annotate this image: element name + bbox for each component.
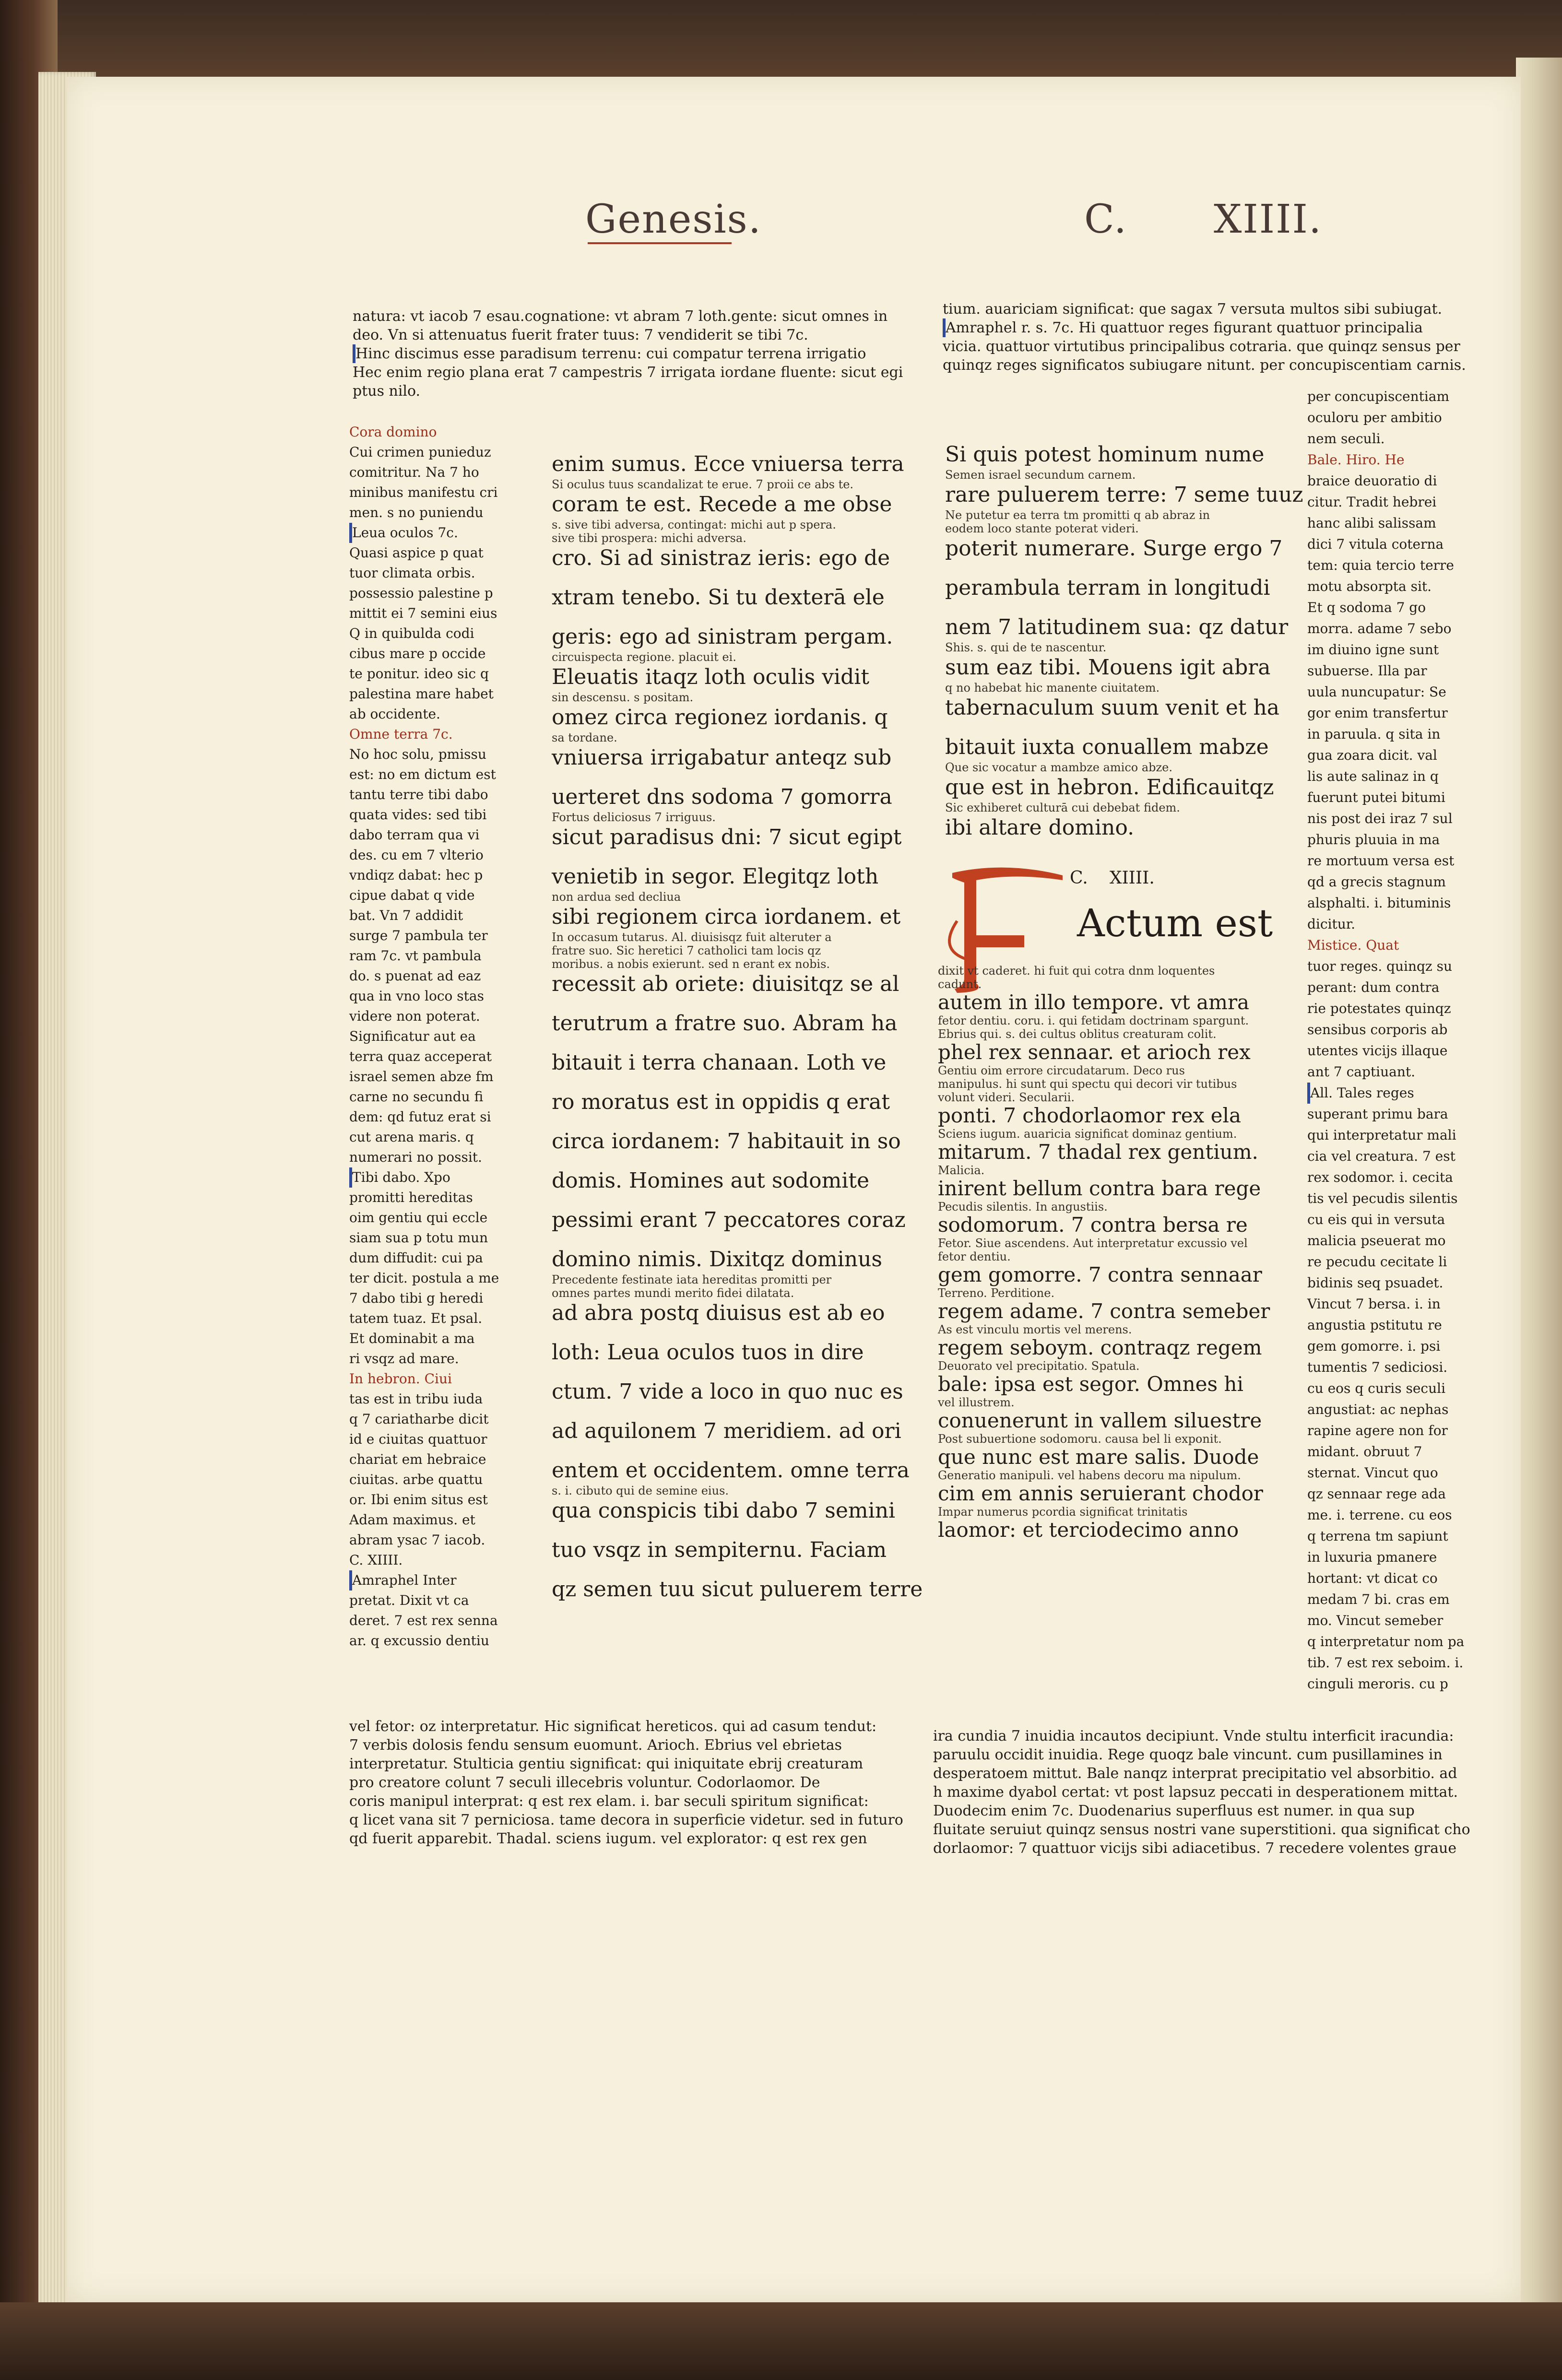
gloss-line: ar. q excussio dentiu bbox=[349, 1633, 489, 1649]
gloss-line: numerari no possit. bbox=[349, 1149, 482, 1165]
gloss-line: subuerse. Illa par bbox=[1307, 663, 1427, 679]
gloss-line: or. Ibi enim situs est bbox=[349, 1492, 488, 1508]
gloss-line: desperatoem mittut. Bale nanqz interprat precipitatio vel absorbitio. ad bbox=[933, 1765, 1457, 1782]
text-line: qua conspicis tibi dabo 7 semini bbox=[552, 1498, 896, 1523]
interlinear-gloss: fetor dentiu. coru. i. qui fetidam doctrinam spargunt. Ebrius qui. s. dei cultus oblitus creaturam colit. bbox=[938, 1014, 1249, 1041]
gloss-line: rex sodomor. i. cecita bbox=[1307, 1169, 1453, 1185]
gloss-line: Hinc discimus esse paradisum terrenu: cui compatur terrena irrigatio bbox=[353, 344, 861, 363]
gloss-line: tas est in tribu iuda bbox=[349, 1391, 483, 1407]
gloss-line: dici 7 vitula coterna bbox=[1307, 536, 1444, 552]
gloss-line: mo. Vincut semeber bbox=[1307, 1613, 1444, 1628]
gloss-line: h maxime dyabol certat: vt post lapsuz peccati in desperationem mittat. bbox=[933, 1784, 1458, 1801]
interlinear-gloss: Terreno. Perditione. bbox=[938, 1286, 1055, 1300]
gloss-line: videre non poterat. bbox=[349, 1008, 480, 1024]
gloss-line: ab occidente. bbox=[349, 706, 440, 722]
text-line: ponti. 7 chodorlaomor rex ela bbox=[938, 1104, 1242, 1127]
gloss-line: Hec enim regio plana erat 7 campestris 7 irrigata iordane fluente: sicut egi bbox=[353, 364, 903, 381]
interlinear-gloss: Shis. s. qui de te nascentur. bbox=[945, 641, 1107, 654]
gloss-line: gor enim transfertur bbox=[1307, 705, 1448, 721]
gloss-line: midant. obruut 7 bbox=[1307, 1444, 1422, 1460]
gloss-line: men. s no puniendu bbox=[349, 505, 484, 520]
gloss-line: deo. Vn si attenuatus fuerit frater tuus: 7 vendiderit se tibi 7c. bbox=[353, 327, 808, 343]
text-line: sibi regionem circa iordanem. et bbox=[552, 905, 901, 929]
gloss-line: re pecudu cecitate li bbox=[1307, 1254, 1447, 1270]
interlinear-gloss: Sciens iugum. auaricia significat dominaz gentium. bbox=[938, 1127, 1237, 1141]
gloss-line: cia vel creatura. 7 est bbox=[1307, 1148, 1456, 1164]
gloss-line: quata vides: sed tibi bbox=[349, 807, 487, 823]
text-line: enim sumus. Ecce vniuersa terra bbox=[552, 452, 904, 476]
gloss-line: vel fetor: oz interpretatur. Hic significat hereticos. qui ad casum tendut: bbox=[349, 1718, 877, 1735]
gloss-line: tium. auariciam significat: que sagax 7 versuta multos sibi subiugat. bbox=[943, 301, 1443, 318]
gloss-line: cibus mare p occide bbox=[349, 646, 486, 661]
gloss-line: q 7 cariatharbe dicit bbox=[349, 1411, 489, 1427]
book-bottom-edge bbox=[0, 2302, 1562, 2380]
text-line: laomor: et terciodecimo anno bbox=[938, 1518, 1239, 1542]
gloss-line: ram 7c. vt pambula bbox=[349, 948, 482, 964]
gloss-line: in paruula. q sita in bbox=[1307, 726, 1441, 742]
gloss-line: vicia. quattuor virtutibus principalibus cotraria. que quinqz sensus per bbox=[943, 338, 1460, 355]
gloss-line: nem seculi. bbox=[1307, 431, 1385, 447]
gloss-line: carne no secundu fi bbox=[349, 1089, 484, 1105]
interlinear-gloss: Post subuertione sodomoru. causa bel li exponit. bbox=[938, 1432, 1222, 1446]
gloss-line: per concupiscentiam bbox=[1307, 389, 1450, 404]
interlinear-gloss: q no habebat hic manente ciuitatem. bbox=[945, 681, 1160, 695]
text-line: uerteret dns sodoma 7 gomorra bbox=[552, 785, 892, 809]
gloss-line: do. s puenat ad eaz bbox=[349, 968, 481, 984]
gloss-line: cut arena maris. q bbox=[349, 1129, 474, 1145]
gloss-line: tuor reges. quinqz su bbox=[1307, 958, 1452, 974]
text-line: omez circa regionez iordanis. q bbox=[552, 705, 888, 730]
interlinear-gloss: Deuorato vel precipitatio. Spatula. bbox=[938, 1359, 1140, 1373]
left-margin-gloss bbox=[349, 422, 510, 1651]
gloss-line: qui interpretatur mali bbox=[1307, 1127, 1456, 1143]
gloss-line: oim gentiu qui eccle bbox=[349, 1210, 488, 1225]
gloss-line: Amraphel r. s. 7c. Hi quattuor reges figurant quattuor principalia bbox=[943, 318, 1451, 337]
gloss-line: tumentis 7 sediciosi. bbox=[1307, 1359, 1448, 1375]
gloss-line: rapine agere non for bbox=[1307, 1423, 1448, 1438]
text-line: autem in illo tempore. vt amra bbox=[938, 990, 1250, 1014]
gloss-line: citur. Tradit hebrei bbox=[1307, 494, 1437, 510]
gloss-line: Quasi aspice p quat bbox=[349, 545, 484, 561]
interlinear-gloss: Malicia. bbox=[938, 1164, 985, 1177]
gloss-line: te ponitur. ideo sic q bbox=[349, 666, 489, 682]
text-line: nem 7 latitudinem sua: qz datur bbox=[945, 615, 1289, 639]
interlinear-gloss: s. sive tibi adversa, contingat: michi aut p spera. sive tibi prospera: michi adversa. bbox=[552, 518, 836, 545]
gloss-line: interpretatur. Stulticia gentiu significat: qui iniquitate ebrij creaturam bbox=[349, 1756, 864, 1772]
gloss-line: Tibi dabo. Xpo bbox=[349, 1167, 510, 1188]
left-text-block bbox=[552, 451, 923, 1615]
running-title-book: Genesis. bbox=[585, 197, 762, 242]
text-line: cro. Si ad sinistraz ieris: ego de bbox=[552, 546, 890, 570]
gloss-line: cu eos q curis seculi bbox=[1307, 1380, 1446, 1396]
gloss-line: pro creatore colunt 7 seculi illecebris voluntur. Codorlaomor. De bbox=[349, 1774, 820, 1791]
gloss-line: sensibus corporis ab bbox=[1307, 1022, 1448, 1037]
gloss-line: palestina mare habet bbox=[349, 686, 494, 702]
gloss-line: me. i. terrene. cu eos bbox=[1307, 1507, 1452, 1523]
running-title-chapter-numeral: XIIII. bbox=[1214, 197, 1323, 242]
text-line: sodomorum. 7 contra bersa re bbox=[938, 1213, 1248, 1237]
gloss-line: Mistice. Quat bbox=[1307, 937, 1399, 953]
gloss-line: ter dicit. postula a me bbox=[349, 1270, 499, 1286]
text-line: ibi altare domino. bbox=[945, 815, 1135, 840]
text-line: gem gomorre. 7 contra sennaar bbox=[938, 1263, 1262, 1286]
gloss-line: uula nuncupatur: Se bbox=[1307, 684, 1446, 700]
gloss-line: dorlaomor: 7 quattuor vicijs sibi adiacetibus. 7 recedere volentes graue bbox=[933, 1840, 1457, 1857]
right-main-text-bottom bbox=[938, 964, 1270, 1542]
gloss-line: coris manipul interprat: q est rex elam. i. bar seculi spiritum significat: bbox=[349, 1793, 869, 1810]
right-top-gloss bbox=[943, 300, 1466, 375]
text-line: sicut paradisus dni: 7 sicut egipt bbox=[552, 825, 902, 849]
left-bottom-gloss bbox=[349, 1717, 903, 1848]
text-line: poterit numerare. Surge ergo 7 bbox=[945, 536, 1283, 561]
text-line: pessimi erant 7 peccatores coraz bbox=[552, 1208, 906, 1232]
gloss-line: nis post dei iraz 7 sul bbox=[1307, 811, 1453, 826]
interlinear-gloss: dixit vt caderet. hi fuit qui cotra dnm loquentes cadunt. bbox=[938, 964, 1215, 991]
gloss-line: ptus nilo. bbox=[353, 383, 421, 400]
gloss-line: phuris pluuia in ma bbox=[1307, 832, 1440, 848]
gloss-line: Duodecim enim 7c. Duodenarius superfluus est numer. in qua sup bbox=[933, 1803, 1415, 1819]
gloss-line: malicia pseuerat mo bbox=[1307, 1233, 1446, 1249]
right-bottom-gloss bbox=[933, 1727, 1470, 1858]
text-line: regem seboym. contraqz regem bbox=[938, 1336, 1262, 1359]
gloss-line: gem gomorre. i. psi bbox=[1307, 1338, 1441, 1354]
gloss-line: Adam maximus. et bbox=[349, 1512, 475, 1528]
text-line: xtram tenebo. Si tu dexterā ele bbox=[552, 585, 885, 610]
interlinear-gloss: Ne putetur ea terra tm promitti q ab abraz in eodem loco stante poterat videri. bbox=[945, 508, 1210, 535]
text-line: loth: Leua oculos tuos in dire bbox=[552, 1340, 864, 1365]
gloss-line: utentes vicijs illaque bbox=[1307, 1043, 1448, 1059]
gloss-line: 7 dabo tibi g heredi bbox=[349, 1290, 484, 1306]
gloss-line: angustiat: ac nephas bbox=[1307, 1402, 1449, 1417]
gloss-line: dabo terram qua vi bbox=[349, 827, 480, 843]
chapter-opening-words: Actum est bbox=[1077, 901, 1273, 945]
interlinear-gloss: As est vinculu mortis vel merens. bbox=[938, 1323, 1132, 1336]
text-line: Eleuatis itaqz loth oculis vidit bbox=[552, 665, 870, 689]
left-main-text bbox=[552, 451, 923, 1615]
gloss-line: alsphalti. i. bituminis bbox=[1307, 895, 1451, 911]
gloss-line: siam sua p totu mun bbox=[349, 1230, 488, 1246]
gloss-line: fuerunt putei bitumi bbox=[1307, 789, 1445, 805]
gloss-line: Omne terra 7c. bbox=[349, 726, 453, 742]
gloss-line: vndiqz dabat: hec p bbox=[349, 867, 483, 883]
gloss-line: In hebron. Ciui bbox=[349, 1371, 452, 1387]
gloss-line: tantu terre tibi dabo bbox=[349, 787, 488, 802]
gloss-line: quinqz reges significatos subiugare nitunt. per concupiscentiam carnis. bbox=[943, 357, 1466, 374]
gloss-line: q interpretatur nom pa bbox=[1307, 1634, 1465, 1650]
gloss-line: Bale. Hiro. He bbox=[1307, 452, 1405, 468]
gloss-line: All. Tales reges bbox=[1307, 1083, 1461, 1104]
text-line: bale: ipsa est segor. Omnes hi bbox=[938, 1372, 1243, 1396]
text-line: domino nimis. Dixitqz dominus bbox=[552, 1247, 882, 1272]
text-line: ro moratus est in oppidis q erat bbox=[552, 1090, 890, 1114]
gloss-line: Et dominabit a ma bbox=[349, 1331, 475, 1346]
gloss-line: No hoc solu, pmissu bbox=[349, 746, 486, 762]
text-line: geris: ego ad sinistram pergam. bbox=[552, 624, 893, 649]
text-line: Si quis potest hominum nume bbox=[945, 442, 1265, 467]
gloss-line: Vincut 7 bersa. i. in bbox=[1307, 1296, 1441, 1312]
gloss-line: C. XIIII. bbox=[349, 1552, 403, 1568]
text-line: tuo vsqz in sempiternu. Faciam bbox=[552, 1538, 887, 1562]
text-line: cim em annis seruierant chodor bbox=[938, 1482, 1263, 1505]
text-line: inirent bellum contra bara rege bbox=[938, 1177, 1261, 1200]
gloss-line: tib. 7 est rex seboim. i. bbox=[1307, 1655, 1464, 1671]
book-top-edge bbox=[0, 0, 1562, 77]
text-line: circa iordanem: 7 habitauit in so bbox=[552, 1129, 901, 1154]
gloss-line: in luxuria pmanere bbox=[1307, 1549, 1437, 1565]
interlinear-gloss: Fortus deliciosus 7 irriguus. bbox=[552, 811, 716, 824]
gloss-line: cinguli meroris. cu p bbox=[1307, 1676, 1448, 1692]
gloss-line: qd a grecis stagnum bbox=[1307, 874, 1446, 890]
gloss-line: dicitur. bbox=[1307, 916, 1356, 932]
gloss-line: Leua oculos 7c. bbox=[349, 523, 510, 543]
interlinear-gloss: Gentiu oim errore circudatarum. Deco rus manipulus. hi sunt qui spectu qui decori vir tutibus volunt videri. Secularii. bbox=[938, 1064, 1237, 1104]
interlinear-gloss: Sic exhiberet culturā cui debebat fidem. bbox=[945, 801, 1180, 814]
gloss-line: morra. adame 7 sebo bbox=[1307, 621, 1452, 636]
gloss-line: braice deuoratio di bbox=[1307, 473, 1437, 489]
text-line: phel rex sennaar. et arioch rex bbox=[938, 1040, 1251, 1064]
gloss-line: medam 7 bi. cras em bbox=[1307, 1591, 1450, 1607]
interlinear-gloss: sin descensu. s positam. bbox=[552, 691, 694, 704]
text-line: entem et occidentem. omne terra bbox=[552, 1458, 910, 1483]
interlinear-gloss: vel illustrem. bbox=[938, 1396, 1015, 1409]
gloss-line: Q in quibulda codi bbox=[349, 625, 474, 641]
gloss-line: bat. Vn 7 addidit bbox=[349, 907, 463, 923]
gloss-line: hanc alibi salissam bbox=[1307, 515, 1436, 531]
gloss-line: dum diffudit: cui pa bbox=[349, 1250, 483, 1266]
gloss-line: sternat. Vincut quo bbox=[1307, 1465, 1438, 1481]
facing-page-edge bbox=[1516, 58, 1562, 2331]
text-line: tabernaculum suum venit et ha bbox=[945, 695, 1280, 720]
text-line: ad abra postq diuisus est ab eo bbox=[552, 1301, 885, 1325]
gloss-line: Et q sodoma 7 go bbox=[1307, 600, 1426, 615]
gloss-line: im diuino igne sunt bbox=[1307, 642, 1439, 658]
right-margin-gloss bbox=[1307, 386, 1465, 1695]
gloss-line: Amraphel Inter bbox=[349, 1570, 510, 1591]
interlinear-gloss: Semen israel secundum carnem. bbox=[945, 468, 1136, 482]
gloss-line: qz sennaar rege ada bbox=[1307, 1486, 1446, 1502]
text-line: sum eaz tibi. Mouens igit abra bbox=[945, 655, 1271, 680]
gloss-line: des. cu em 7 vlterio bbox=[349, 847, 484, 863]
gloss-line: natura: vt iacob 7 esau.cognatione: vt abram 7 loth.gente: sicut omnes in bbox=[353, 308, 888, 325]
text-line: mitarum. 7 thadal rex gentium. bbox=[938, 1140, 1258, 1164]
gloss-line: angustia pstitutu re bbox=[1307, 1317, 1442, 1333]
gloss-line: id e ciuitas quattuor bbox=[349, 1431, 487, 1447]
gloss-line: superant primu bara bbox=[1307, 1106, 1448, 1122]
gloss-line: Cora domino bbox=[349, 424, 437, 440]
text-line: recessit ab oriete: diuisitqz se al bbox=[552, 972, 899, 996]
gloss-line: est: no em dictum est bbox=[349, 766, 496, 782]
gloss-line: ciuitas. arbe quattu bbox=[349, 1472, 483, 1487]
text-line: ad aquilonem 7 meridiem. ad ori bbox=[552, 1419, 901, 1443]
gloss-line: chariat em hebraice bbox=[349, 1451, 486, 1467]
gloss-line: q terrena tm sapiunt bbox=[1307, 1528, 1448, 1544]
running-title-chapter-label: C. bbox=[1084, 197, 1127, 242]
text-line: terutrum a fratre suo. Abram ha bbox=[552, 1011, 898, 1036]
gloss-line: ant 7 captiuant. bbox=[1307, 1064, 1416, 1080]
interlinear-gloss: sa tordane. bbox=[552, 731, 617, 744]
text-line: conuenerunt in vallem siluestre bbox=[938, 1409, 1262, 1432]
text-line: bitauit iuxta conuallem mabze bbox=[945, 735, 1269, 759]
gloss-line: abram ysac 7 iacob. bbox=[349, 1532, 485, 1548]
gloss-line: tuor climata orbis. bbox=[349, 565, 475, 581]
gloss-line: tis vel pecudis silentis bbox=[1307, 1190, 1458, 1206]
interlinear-gloss: Generatio manipuli. vel habens decoru ma nipulum. bbox=[938, 1469, 1241, 1482]
text-line: ctum. 7 vide a loco in quo nuc es bbox=[552, 1379, 903, 1404]
interlinear-gloss: Pecudis silentis. In angustiis. bbox=[938, 1200, 1108, 1214]
gloss-line: motu absorpta sit. bbox=[1307, 578, 1432, 594]
gloss-line: tem: quia tercio terre bbox=[1307, 557, 1454, 573]
gloss-line: q licet vana sit 7 perniciosa. tame decora in superficie videtur. sed in futuro bbox=[349, 1812, 903, 1828]
gloss-line: ri vsqz ad mare. bbox=[349, 1351, 459, 1367]
text-line: perambula terram in longitudi bbox=[945, 576, 1270, 600]
text-line: regem adame. 7 contra semeber bbox=[938, 1299, 1270, 1323]
title-underline bbox=[588, 242, 732, 244]
text-line: vniuersa irrigabatur anteqz sub bbox=[552, 745, 892, 770]
interlinear-gloss: Que sic vocatur a mambze amico abze. bbox=[945, 761, 1172, 774]
gloss-line: oculoru per ambitio bbox=[1307, 410, 1442, 425]
gloss-line: hortant: vt dicat co bbox=[1307, 1570, 1438, 1586]
text-line: venietib in segor. Elegitqz loth bbox=[552, 864, 879, 889]
gloss-line: mittit ei 7 semini eius bbox=[349, 605, 497, 621]
gloss-line: perant: dum contra bbox=[1307, 979, 1440, 995]
gloss-line: minibus manifestu cri bbox=[349, 484, 498, 500]
gloss-line: ira cundia 7 inuidia incautos decipiunt. Vnde stultu interficit iracundia: bbox=[933, 1728, 1454, 1744]
gloss-line: bidinis seq psuadet. bbox=[1307, 1275, 1444, 1291]
gloss-line: qd fuerit apparebit. Thadal. sciens iugum. vel explorator: q est rex gen bbox=[349, 1830, 867, 1847]
gloss-line: qua in vno loco stas bbox=[349, 988, 484, 1004]
interlinear-gloss: Precedente festinate iata hereditas promitti per omnes partes mundi merito fidei dilatata. bbox=[552, 1273, 832, 1300]
gloss-line: tatem tuaz. Et psal. bbox=[349, 1310, 483, 1326]
gloss-line: fluitate seruiut quinqz sensus nostri vane superstitioni. qua significat cho bbox=[933, 1821, 1470, 1838]
text-line: que nunc est mare salis. Duode bbox=[938, 1445, 1259, 1469]
interlinear-gloss: Impar numerus pcordia significat trinitatis bbox=[938, 1505, 1188, 1519]
gloss-line: deret. 7 est rex senna bbox=[349, 1613, 498, 1628]
text-line: coram te est. Recede a me obse bbox=[552, 492, 892, 517]
interlinear-gloss: In occasum tutarus. Al. diuisisqz fuit alteruter a fratre suo. Sic heretici 7 catholici tam locis qz moribus. a nobis exierunt. sed n erant ex nobis. bbox=[552, 931, 832, 971]
interlinear-gloss: s. i. cibuto qui de semine eius. bbox=[552, 1484, 729, 1497]
gloss-line: comitritur. Na 7 ho bbox=[349, 464, 479, 480]
gloss-line: paruulu occidit inuidia. Rege quoqz bale vincunt. cum pusillamines in bbox=[933, 1746, 1443, 1763]
gloss-line: 7 verbis dolosis fendu sensum euomunt. Arioch. Ebrius vel ebrietas bbox=[349, 1737, 842, 1754]
text-line: que est in hebron. Edificauitqz bbox=[945, 775, 1274, 800]
text-line: rare puluerem terre: 7 seme tuuz bbox=[945, 483, 1303, 507]
chapter-heading bbox=[1070, 868, 1262, 888]
text-line: domis. Homines aut sodomite bbox=[552, 1168, 870, 1193]
right-main-text-top bbox=[945, 441, 1303, 854]
gloss-line: cipue dabat q vide bbox=[349, 887, 475, 903]
chapter-label: C. bbox=[1070, 868, 1088, 888]
interlinear-gloss: Si oculus tuus scandalizat te erue. 7 proii ce abs te. bbox=[552, 478, 854, 491]
left-top-gloss bbox=[353, 307, 903, 401]
text-line: bitauit i terra chanaan. Loth ve bbox=[552, 1050, 887, 1075]
chapter-numeral: XIIII. bbox=[1109, 868, 1155, 888]
gloss-line: Significatur aut ea bbox=[349, 1028, 476, 1044]
gloss-line: re mortuum versa est bbox=[1307, 853, 1455, 869]
gloss-line: possessio palestine p bbox=[349, 585, 493, 601]
gloss-line: dem: qd futuz erat si bbox=[349, 1109, 491, 1125]
gloss-line: rie potestates quinqz bbox=[1307, 1001, 1451, 1016]
gloss-line: promitti hereditas bbox=[349, 1190, 473, 1205]
interlinear-gloss: Fetor. Siue ascendens. Aut interpretatur excussio vel fetor dentiu. bbox=[938, 1237, 1248, 1263]
gloss-line: surge 7 pambula ter bbox=[349, 928, 488, 943]
gloss-line: terra quaz acceperat bbox=[349, 1049, 492, 1064]
gloss-line: pretat. Dixit vt ca bbox=[349, 1592, 469, 1608]
interlinear-gloss: non ardua sed decliua bbox=[552, 890, 681, 904]
gloss-line: Cui crimen punieduz bbox=[349, 444, 491, 460]
gloss-line: israel semen abze fm bbox=[349, 1069, 494, 1084]
gloss-line: cu eis qui in versuta bbox=[1307, 1212, 1445, 1227]
interlinear-gloss: circuispecta regione. placuit ei. bbox=[552, 650, 736, 664]
gloss-line: gua zoara dicit. val bbox=[1307, 747, 1437, 763]
gloss-line: lis aute salinaz in q bbox=[1307, 768, 1439, 784]
text-line: qz semen tuu sicut puluerem terre bbox=[552, 1577, 923, 1602]
